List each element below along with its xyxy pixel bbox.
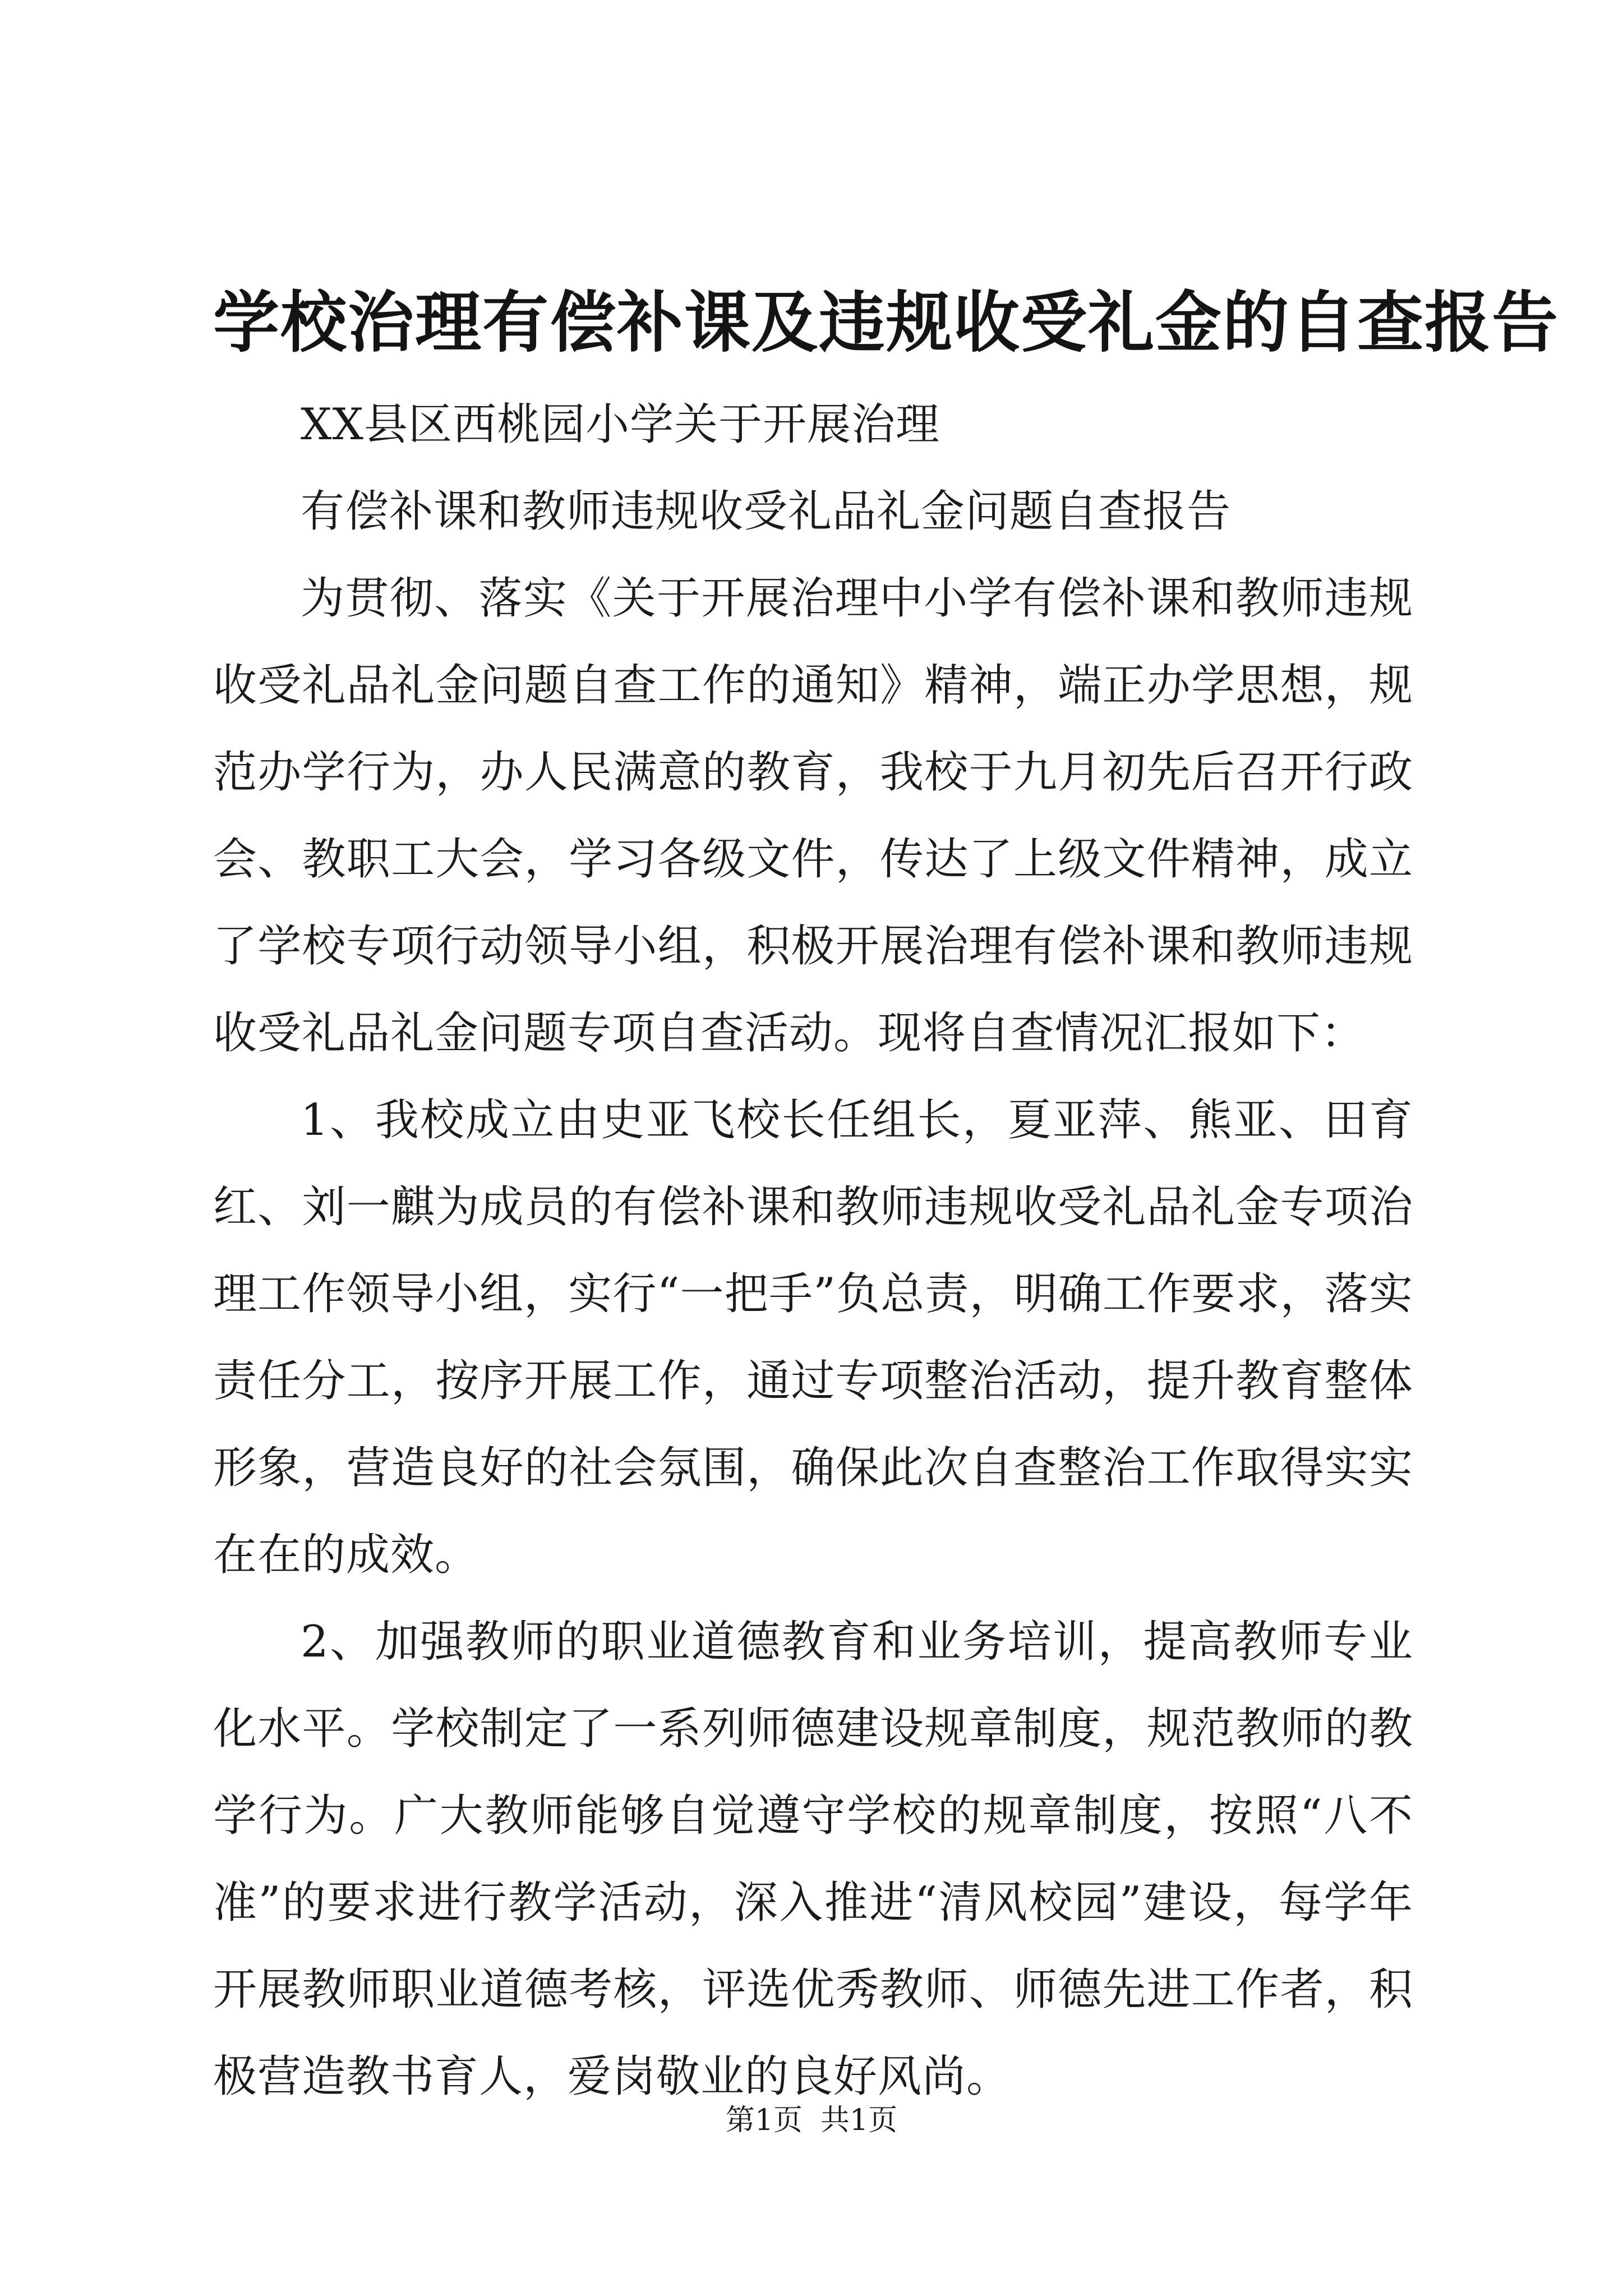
document-title: 学校治理有偿补课及违规收受礼金的自查报告 xyxy=(213,283,1560,361)
paragraph-intro: 为贯彻、落实《关于开展治理中小学有偿补课和教师违规收受礼品礼金问题自查工作的通知》精神，端正办学思想，规范办学行为，办人民满意的教育，我校于九月初先后召开行政会、教职工大会，学习各级文件，传达了上级文件精神，成立了学校专项行动领导小组，积极开展治理有偿补课和教师违规收受礼品礼金问题专项自查活动。现将自查情况汇报如下： xyxy=(213,573,1413,1059)
paragraph-item-1: 1、我校成立由史亚飞校长任组长，夏亚萍、熊亚、田育红、刘一麒为成员的有偿补课和教师违规收受礼品礼金专项治理工作领导小组，实行“一把手”负总责，明确工作要求，落实责任分工，按序开展工作，通过专项整治活动，提升教育整体形象，营造良好的社会氛围，确保此次自查整治工作取得实实在在的成效。 xyxy=(213,1095,1413,1580)
subtitle-line-1: XX县区西桃园小学关于开展治理 xyxy=(301,399,940,450)
page-number-total: 共1页 xyxy=(820,2104,898,2137)
document-body xyxy=(213,381,1413,2120)
page-footer xyxy=(0,2101,1623,2140)
page-number-current: 第1页 xyxy=(725,2104,803,2137)
subtitle-line-2: 有偿补课和教师违规收受礼品礼金问题自查报告 xyxy=(301,486,1232,537)
paragraph-item-2: 2、加强教师的职业道德教育和业务培训，提高教师专业化水平。学校制定了一系列师德建设规章制度，规范教师的教学行为。广大教师能够自觉遵守学校的规章制度，按照“八不准”的要求进行教学活动，深入推进“清风校园”建设，每学年开展教师职业道德考核，评选优秀教师、师德先进工作者，积极营造教书育人，爱岗敬业的良好风尚。 xyxy=(213,1617,1413,2102)
